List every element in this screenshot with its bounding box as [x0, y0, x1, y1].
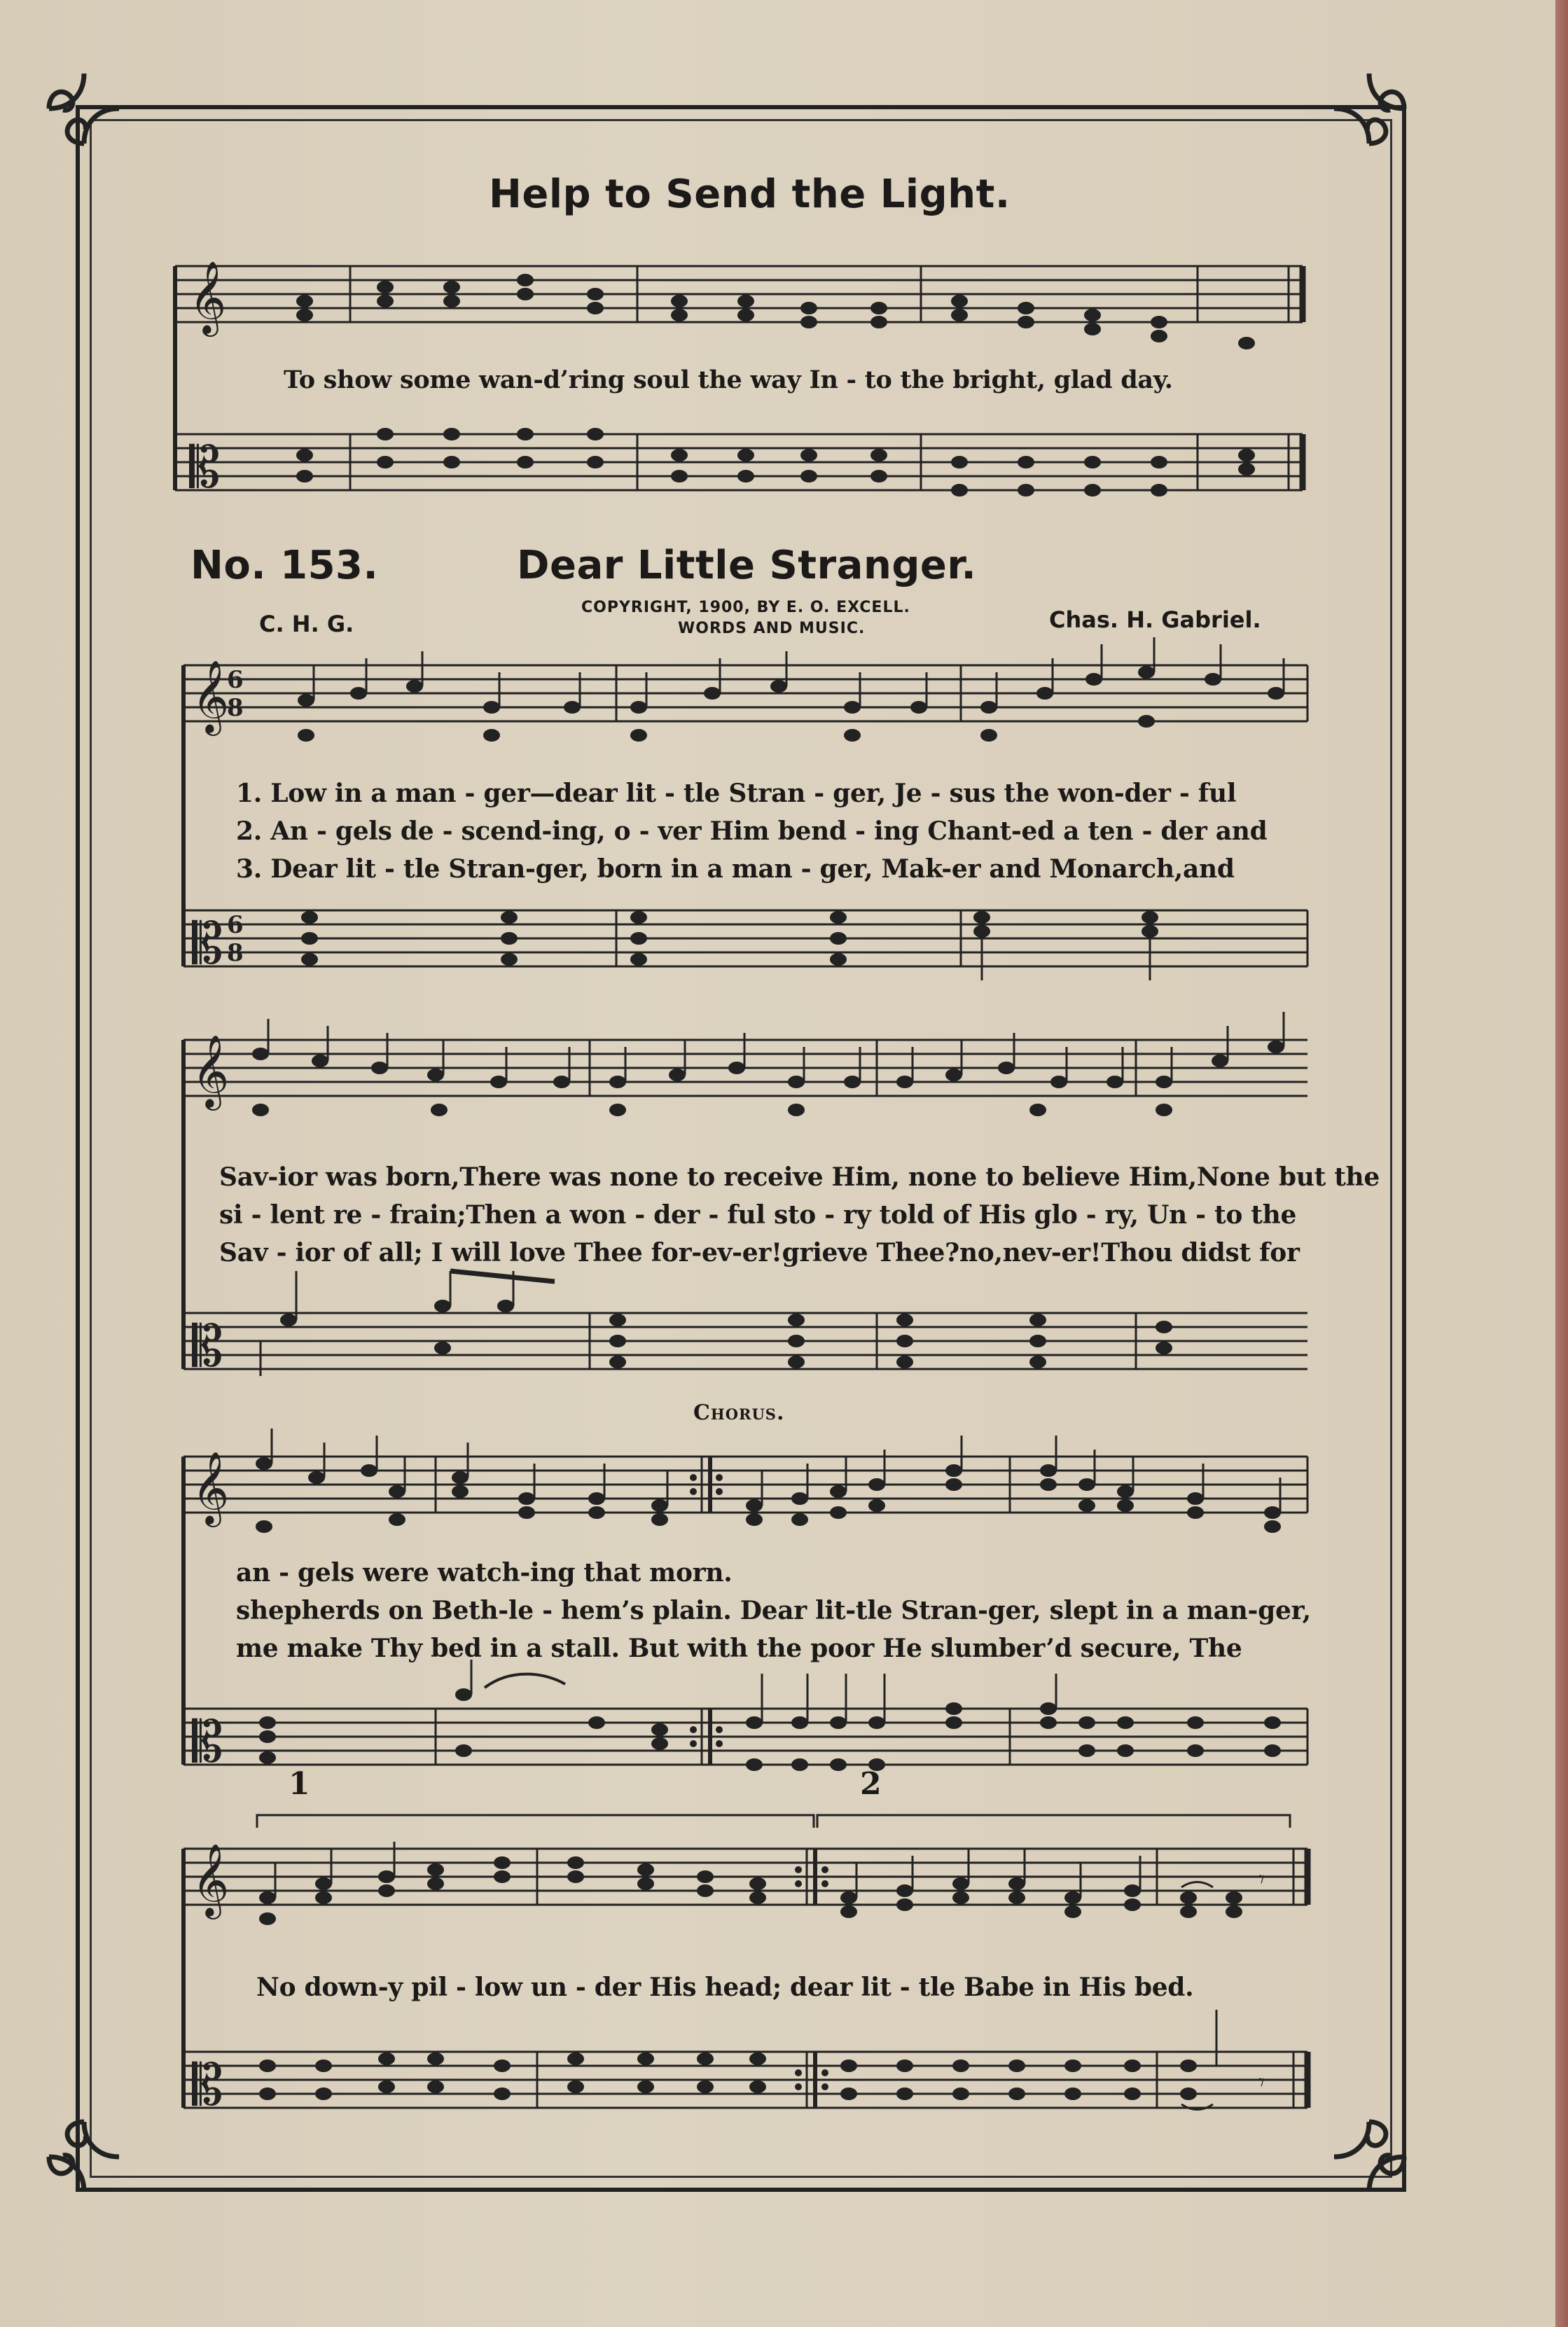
corner-ornament-top-left-icon [42, 67, 126, 151]
system-1-verse-3: 3. Dear lit - tle Stran-ger, born in a man - ger, Mak-er and Monarch,and [236, 854, 1235, 884]
prev-hymn-title: Help to Send the Light. [489, 172, 1011, 217]
svg-text:𝄡: 𝄡 [192, 911, 223, 976]
system-2-verse-2: si - lent re - frain;Then a won - der - ful sto - ry told of His glo - ry, Un - to the [219, 1200, 1297, 1230]
svg-text:𝄞: 𝄞 [189, 261, 227, 334]
svg-text:𝄞: 𝄞 [192, 1451, 230, 1524]
svg-text:8: 8 [227, 694, 244, 722]
system-1-verse-2: 2. An - gels de - scend-ing, o - ver Him bend - ing Chant-ed a ten - der and [236, 817, 1268, 846]
corner-ornament-top-right-icon [1327, 67, 1411, 151]
svg-text:𝄡: 𝄡 [192, 1709, 223, 1774]
words-and-music-line: WORDS AND MUSIC. [678, 620, 866, 637]
svg-text:8: 8 [227, 939, 244, 967]
page-edge [1555, 0, 1568, 2327]
system-2-verse-1: Sav-ior was born,There was none to receive Him, none to believe Him,None but the [219, 1162, 1380, 1192]
system-3-verse-3: me make Thy bed in a stall. But with the poor He slumber’d secure, The [236, 1634, 1242, 1663]
svg-text:𝄾: 𝄾 [1258, 2069, 1265, 2097]
chorus-label: Chorus. [693, 1401, 785, 1425]
corner-ornament-bottom-left-icon [42, 2115, 126, 2199]
system-3-verse-1: an - gels were watch-ing that morn. [236, 1558, 733, 1588]
svg-text:𝄡: 𝄡 [189, 435, 221, 500]
svg-text:𝄡: 𝄡 [192, 2052, 223, 2118]
svg-text:𝄞: 𝄞 [192, 1843, 230, 1917]
author-music: Chas. H. Gabriel. [1049, 606, 1261, 633]
system-2-verse-3: Sav - ior of all; I will love Thee for-ev-er!grieve Thee?no,nev-er!Thou didst for [219, 1238, 1300, 1267]
svg-text:6: 6 [227, 911, 244, 939]
prev-hymn-lyric: To show some wan-d’ring soul the way In - to the bright, glad day. [284, 366, 1173, 394]
author-words: C. H. G. [259, 611, 354, 637]
system-3-verse-2: shepherds on Beth-le - hem’s plain. Dear lit-tle Stran-ger, slept in a man-ger, [236, 1596, 1311, 1625]
system-4-lyric: No down-y pil - low un - der His head; dear lit - tle Babe in His bed. [256, 1973, 1194, 2002]
hymn-title: Dear Little Stranger. [517, 543, 977, 588]
svg-text:6: 6 [227, 666, 244, 694]
corner-ornament-bottom-right-icon [1327, 2115, 1411, 2199]
system-4-score [183, 1807, 1311, 2129]
ending-2-label: 2 [860, 1766, 882, 1802]
hymn-number: No. 153. [190, 543, 379, 588]
copyright-line: COPYRIGHT, 1900, BY E. O. EXCELL. [581, 599, 910, 616]
svg-text:𝄾: 𝄾 [1258, 1866, 1265, 1894]
ending-1-label: 1 [289, 1766, 310, 1802]
svg-text:𝄞: 𝄞 [192, 1034, 230, 1108]
system-1-verse-1: 1. Low in a man - ger—dear lit - tle Stran - ger, Je - sus the won-der - ful [236, 779, 1237, 808]
svg-text:𝄞: 𝄞 [192, 660, 230, 733]
svg-text:𝄡: 𝄡 [192, 1314, 223, 1379]
